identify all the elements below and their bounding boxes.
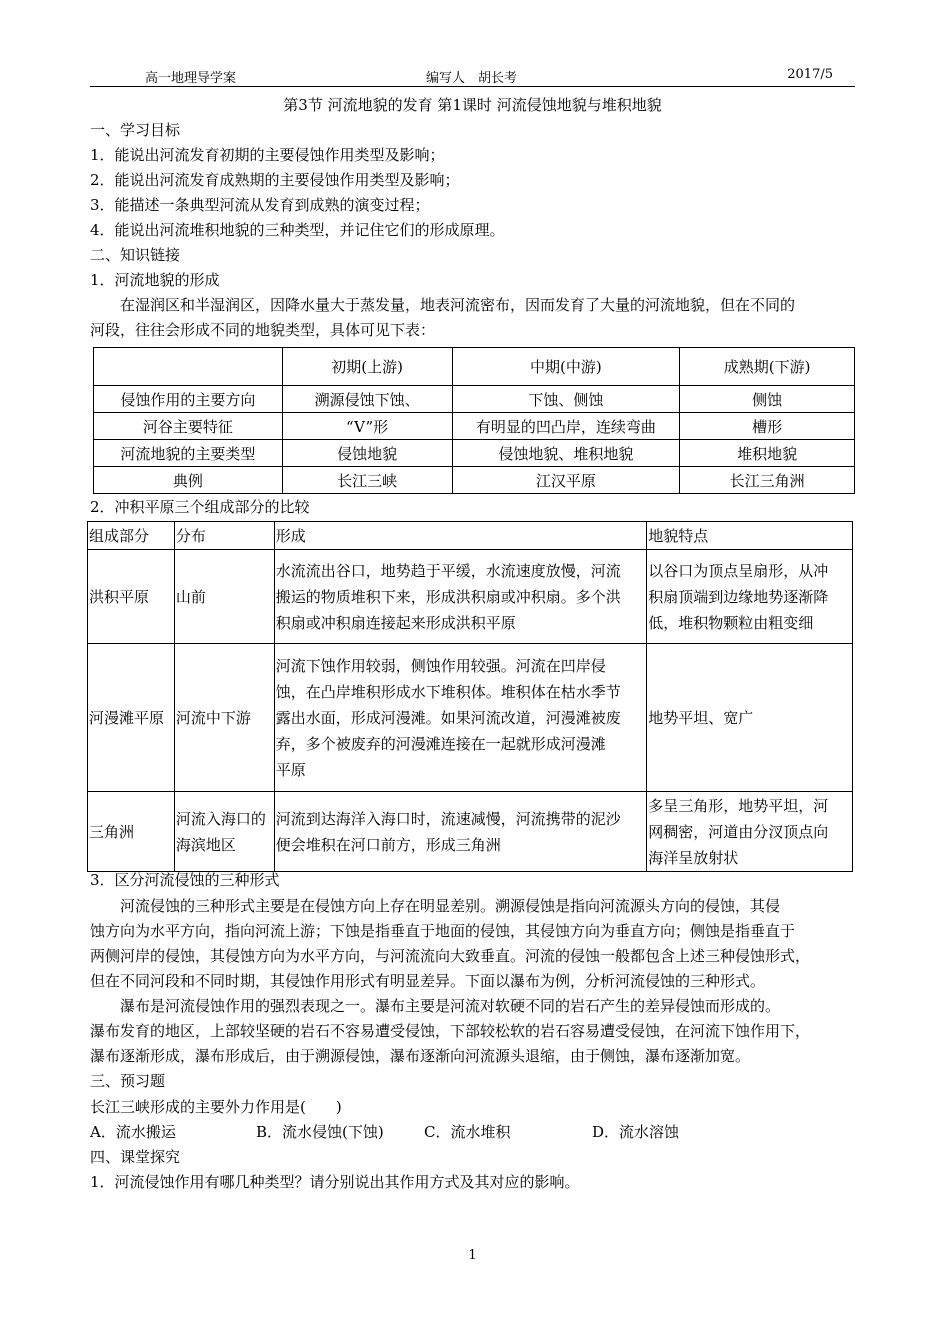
paragraph-line: 瀑布逐渐形成，瀑布形成后，由于溯源侵蚀，瀑布逐渐向河流源头退缩，由于侧蚀，瀑布逐渐加宽。 xyxy=(90,1047,751,1065)
preview-question: 长江三峡形成的主要外力作用是( ) xyxy=(90,1098,342,1116)
option-b: B．流水侵蚀(下蚀) xyxy=(256,1123,384,1141)
cell-line: 积扇顶端到边缘地势逐渐降 xyxy=(648,587,829,606)
table-header-row xyxy=(94,348,855,386)
page-number: 1 xyxy=(468,1248,477,1263)
cell-line: 网稠密，河道由分汊顶点向 xyxy=(648,822,829,841)
header-author: 编写人 胡长考 xyxy=(426,71,518,86)
section-heading-inquiry: 四、课堂探究 xyxy=(90,1148,181,1166)
table-cell: 三角洲 xyxy=(88,792,175,872)
cell-line: 海滨地区 xyxy=(175,835,236,854)
section-heading-goals: 一、学习目标 xyxy=(90,121,181,139)
table-cell xyxy=(647,550,853,644)
cell-line: 河流入海口的 xyxy=(175,809,266,828)
table-header-cell: 分布 xyxy=(174,522,274,550)
table-cell: 侧蚀 xyxy=(680,386,855,413)
table-cell: 典例 xyxy=(94,467,283,494)
goal-item: 4．能说出河流堆积地貌的三种类型，并记住它们的形成原理。 xyxy=(90,221,505,239)
cell-line: 露出水面，形成河漫滩。如果河流改道，河漫滩被废 xyxy=(275,708,621,727)
subheading-landform-formation: 1．河流地貌的形成 xyxy=(90,271,220,289)
table-cell: 槽形 xyxy=(680,413,855,440)
table-header-cell: 形成 xyxy=(274,522,646,550)
table-header-row xyxy=(88,522,853,550)
option-c: C．流水堆积 xyxy=(424,1123,511,1141)
alluvial-plain-table xyxy=(87,521,853,872)
option-d: D．流水溶蚀 xyxy=(592,1123,680,1141)
table-cell: 堆积地貌 xyxy=(680,440,855,467)
table-row xyxy=(94,386,855,413)
table-row xyxy=(88,792,853,872)
table-cell xyxy=(647,644,853,792)
cell-line: 海洋呈放射状 xyxy=(648,848,739,867)
goal-item: 1．能说出河流发育初期的主要侵蚀作用类型及影响； xyxy=(90,146,445,164)
cell-line: 低，堆积物颗粒由粗变细 xyxy=(648,613,814,632)
table-cell: 河流中下游 xyxy=(174,644,274,792)
cell-line: 河流下蚀作用较弱，侧蚀作用较强。河流在凹岸侵 xyxy=(275,656,606,675)
cell-line: 便会堆积在河口前方，形成三角洲 xyxy=(275,835,501,854)
cell-line: 弃，多个被废弃的河漫滩连接在一起就形成河漫滩 xyxy=(275,734,606,753)
table-header-cell: 中期(中游) xyxy=(452,348,680,386)
table-row xyxy=(88,644,853,792)
paragraph-line: 蚀方向为水平方向，指向河流上游；下蚀是指垂直于地面的侵蚀，其侵蚀方向为垂直方向；侧蚀是指垂直于 xyxy=(90,922,796,940)
table-cell xyxy=(274,792,646,872)
goal-item: 3．能描述一条典型河流从发育到成熟的演变过程； xyxy=(90,196,430,214)
table-row xyxy=(94,440,855,467)
cell-line: 搬运的物质堆积下来，形成洪积扇或冲积扇。多个洪 xyxy=(275,587,621,606)
page-header xyxy=(90,64,855,87)
table-cell: 侵蚀地貌 xyxy=(282,440,452,467)
cell-line: 多呈三角形，地势平坦，河 xyxy=(648,796,829,815)
intro-text: 在湿润区和半湿润区，因降水量大于蒸发量，地表河流密布，因而发育了大量的河流地貌，但在不同的 xyxy=(120,296,796,314)
table-cell: 河流地貌的主要类型 xyxy=(94,440,283,467)
table-cell: 侵蚀地貌、堆积地貌 xyxy=(452,440,680,467)
cell-line: 平原 xyxy=(275,760,306,779)
goal-item: 2．能说出河流发育成熟期的主要侵蚀作用类型及影响； xyxy=(90,171,460,189)
subheading-plain-comparison: 2．冲积平原三个组成部分的比较 xyxy=(90,498,310,516)
table-cell: 长江三峡 xyxy=(282,467,452,494)
section-heading-knowledge: 二、知识链接 xyxy=(90,246,181,264)
page-title: 第3节 河流地貌的发育 第1课时 河流侵蚀地貌与堆积地貌 xyxy=(283,96,662,114)
table-header-cell: 成熟期(下游) xyxy=(680,348,855,386)
cell-line: 蚀，在凸岸堆积形成水下堆积体。堆积体在枯水季节 xyxy=(275,682,621,701)
table-cell xyxy=(274,550,646,644)
table-cell: 河漫滩平原 xyxy=(88,644,175,792)
table-cell: 侵蚀作用的主要方向 xyxy=(94,386,283,413)
cell-line: 积扇或冲积扇连接起来形成洪积平原 xyxy=(275,613,516,632)
paragraph-line: 瀑布发育的地区，上部较坚硬的岩石不容易遭受侵蚀，下部较松软的岩石容易遭受侵蚀，在河流下蚀作用下， xyxy=(90,1022,811,1040)
cell-line: 地势平坦、宽广 xyxy=(648,708,754,727)
section-heading-preview: 三、预习题 xyxy=(90,1072,166,1090)
paragraph-line: 河流侵蚀的三种形式主要是在侵蚀方向上存在明显差别。溯源侵蚀是指向河流源头方向的侵蚀，其侵 xyxy=(120,897,781,915)
inquiry-question: 1．河流侵蚀作用有哪几种类型？请分别说出其作用方式及其对应的影响。 xyxy=(90,1173,580,1191)
intro-text: 河段，往往会形成不同的地貌类型，具体可见下表： xyxy=(90,321,436,339)
table-header-cell: 初期(上游) xyxy=(282,348,452,386)
paragraph-line: 但在不同河段和不同时期，其侵蚀作用形式有明显差异。下面以瀑布为例，分析河流侵蚀的三种形式。 xyxy=(90,972,766,990)
table-cell: 溯源侵蚀下蚀、 xyxy=(282,386,452,413)
paragraph-line: 两侧河岸的侵蚀，其侵蚀方向为水平方向，与河流流向大致垂直。河流的侵蚀一般都包含上述三种侵蚀形式， xyxy=(90,947,811,965)
header-date: 2017/5 xyxy=(787,67,833,82)
cell-line: 河流到达海洋入海口时，流速减慢，河流携带的泥沙 xyxy=(275,809,621,828)
subheading-erosion-forms: 3．区分河流侵蚀的三种形式 xyxy=(90,871,280,889)
table-cell xyxy=(274,644,646,792)
header-course: 高一地理导学案 xyxy=(145,71,237,86)
table-cell xyxy=(174,792,274,872)
table-cell: 河谷主要特征 xyxy=(94,413,283,440)
option-a: A．流水搬运 xyxy=(90,1123,176,1141)
table-row xyxy=(88,550,853,644)
river-stage-table xyxy=(93,347,855,494)
table-header-cell: 组成部分 xyxy=(88,522,175,550)
table-cell: 下蚀、侧蚀 xyxy=(452,386,680,413)
table-cell: 山前 xyxy=(174,550,274,644)
cell-line: 水流流出谷口，地势趋于平缓，水流速度放慢，河流 xyxy=(275,561,621,580)
table-cell: 江汉平原 xyxy=(452,467,680,494)
table-cell xyxy=(647,792,853,872)
table-cell xyxy=(94,348,283,386)
table-cell: 有明显的凹凸岸，连续弯曲 xyxy=(452,413,680,440)
table-cell: 洪积平原 xyxy=(88,550,175,644)
table-row xyxy=(94,467,855,494)
table-row xyxy=(94,413,855,440)
cell-line: 以谷口为顶点呈扇形，从冲 xyxy=(648,561,829,580)
table-cell: 长江三角洲 xyxy=(680,467,855,494)
table-cell: “V”形 xyxy=(282,413,452,440)
paragraph-line: 瀑布是河流侵蚀作用的强烈表现之一。瀑布主要是河流对软硬不同的岩石产生的差异侵蚀而形成的。 xyxy=(120,997,781,1015)
table-header-cell: 地貌特点 xyxy=(647,522,853,550)
